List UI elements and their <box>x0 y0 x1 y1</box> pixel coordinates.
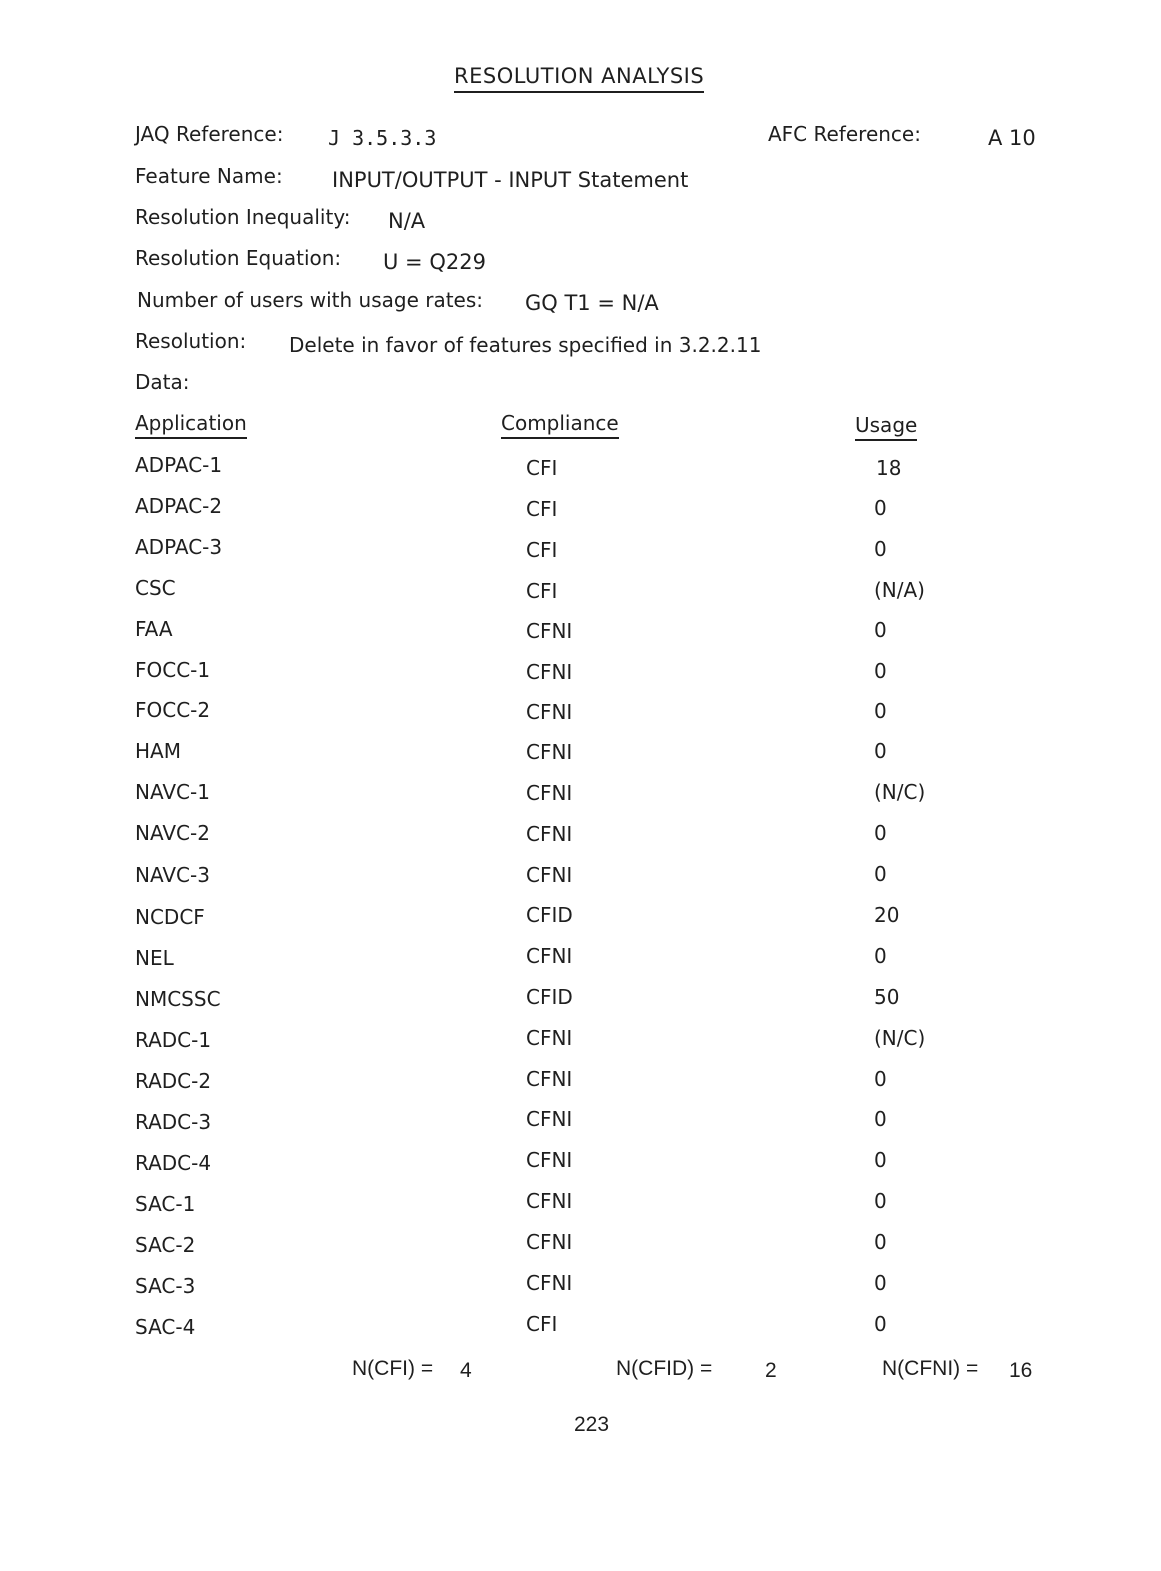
compliance-cell: CFNI <box>526 863 573 887</box>
compliance-cell: CFNI <box>526 700 573 724</box>
cfi-count-value: 4 <box>460 1359 472 1382</box>
compliance-cell: CFNI <box>526 1230 573 1254</box>
compliance-cell: CFID <box>526 985 573 1009</box>
compliance-cell: CFNI <box>526 822 573 846</box>
usage-cell: 0 <box>874 1271 887 1295</box>
application-cell: NAVC-1 <box>135 780 210 804</box>
users-usage-rates-value: GQ T1 = N/A <box>525 291 659 315</box>
application-cell: NEL <box>135 946 174 970</box>
usage-cell: 0 <box>874 1189 887 1213</box>
application-cell: CSC <box>135 576 176 600</box>
usage-cell: 0 <box>874 821 887 845</box>
resolution-equation-label: Resolution Equation: <box>135 246 342 270</box>
jaq-reference-label: JAQ Reference: <box>135 122 284 146</box>
feature-name-label: Feature Name: <box>135 164 283 188</box>
application-cell: SAC-4 <box>135 1315 196 1339</box>
usage-cell: 0 <box>874 944 887 968</box>
jaq-reference-value: J 3.5.3.3 <box>328 126 437 150</box>
compliance-cell: CFI <box>526 456 558 480</box>
application-cell: ADPAC-2 <box>135 494 223 518</box>
usage-cell: (N/C) <box>874 780 926 804</box>
compliance-cell: CFNI <box>526 660 573 684</box>
application-cell: NAVC-2 <box>135 821 210 845</box>
usage-cell: 0 <box>874 659 887 683</box>
application-cell: RADC-2 <box>135 1069 212 1093</box>
application-cell: FOCC-2 <box>135 698 211 722</box>
cfni-count-value: 16 <box>1009 1359 1033 1382</box>
compliance-cell: CFNI <box>526 1026 573 1050</box>
cfid-count-value: 2 <box>765 1359 777 1382</box>
compliance-cell: CFI <box>526 579 558 603</box>
application-cell: HAM <box>135 739 181 763</box>
usage-cell: 50 <box>874 985 900 1009</box>
column-header-application: Application <box>135 411 247 439</box>
usage-cell: 0 <box>874 618 887 642</box>
application-cell: NAVC-3 <box>135 863 210 887</box>
users-usage-rates-label: Number of users with usage rates: <box>137 288 484 312</box>
usage-cell: (N/C) <box>874 1026 926 1050</box>
usage-cell: 18 <box>876 456 902 480</box>
usage-cell: 0 <box>874 1148 887 1172</box>
compliance-cell: CFNI <box>526 1107 573 1131</box>
compliance-cell: CFNI <box>526 1271 573 1295</box>
data-label: Data: <box>135 370 190 394</box>
application-cell: SAC-2 <box>135 1233 196 1257</box>
resolution-label: Resolution: <box>135 329 247 353</box>
column-header-usage: Usage <box>855 413 917 441</box>
application-cell: RADC-4 <box>135 1151 212 1175</box>
application-cell: FOCC-1 <box>135 658 211 682</box>
usage-cell: 0 <box>874 862 887 886</box>
usage-cell: 0 <box>874 496 887 520</box>
application-cell: SAC-1 <box>135 1192 196 1216</box>
afc-reference-value: A 10 <box>988 126 1036 150</box>
column-header-compliance: Compliance <box>501 411 619 439</box>
cfni-count-label: N(CFNI) = <box>882 1357 979 1380</box>
feature-name-value: INPUT/OUTPUT - INPUT Statement <box>332 168 689 192</box>
resolution-inequality-label: Resolution Inequality: <box>135 205 351 229</box>
cfi-count-label: N(CFI) = <box>352 1357 434 1380</box>
compliance-cell: CFNI <box>526 619 573 643</box>
compliance-cell: CFNI <box>526 1148 573 1172</box>
application-cell: ADPAC-1 <box>135 453 223 477</box>
resolution-equation-value: U = Q229 <box>383 250 486 274</box>
resolution-inequality-value: N/A <box>388 209 426 233</box>
application-cell: SAC-3 <box>135 1274 196 1298</box>
compliance-cell: CFI <box>526 497 558 521</box>
usage-cell: 0 <box>874 1067 887 1091</box>
compliance-cell: CFNI <box>526 740 573 764</box>
resolution-value: Delete in favor of features specified in 3.2.2.11 <box>289 333 762 357</box>
compliance-cell: CFI <box>526 1312 558 1336</box>
application-cell: RADC-1 <box>135 1028 212 1052</box>
usage-cell: 0 <box>874 1312 887 1336</box>
usage-cell: 0 <box>874 537 887 561</box>
compliance-cell: CFI <box>526 538 558 562</box>
application-cell: NMCSSC <box>135 987 221 1011</box>
usage-cell: 0 <box>874 739 887 763</box>
application-cell: RADC-3 <box>135 1110 212 1134</box>
page-title: RESOLUTION ANALYSIS <box>454 64 704 93</box>
page-number: 223 <box>574 1413 610 1436</box>
application-cell: NCDCF <box>135 905 205 929</box>
usage-cell: 0 <box>874 1107 887 1131</box>
usage-cell: (N/A) <box>874 578 925 602</box>
compliance-cell: CFNI <box>526 944 573 968</box>
afc-reference-label: AFC Reference: <box>768 122 921 146</box>
cfid-count-label: N(CFID) = <box>616 1357 713 1380</box>
compliance-cell: CFID <box>526 903 573 927</box>
usage-cell: 0 <box>874 1230 887 1254</box>
usage-cell: 0 <box>874 699 887 723</box>
usage-cell: 20 <box>874 903 900 927</box>
compliance-cell: CFNI <box>526 1067 573 1091</box>
compliance-cell: CFNI <box>526 781 573 805</box>
application-cell: FAA <box>135 617 173 641</box>
application-cell: ADPAC-3 <box>135 535 223 559</box>
compliance-cell: CFNI <box>526 1189 573 1213</box>
